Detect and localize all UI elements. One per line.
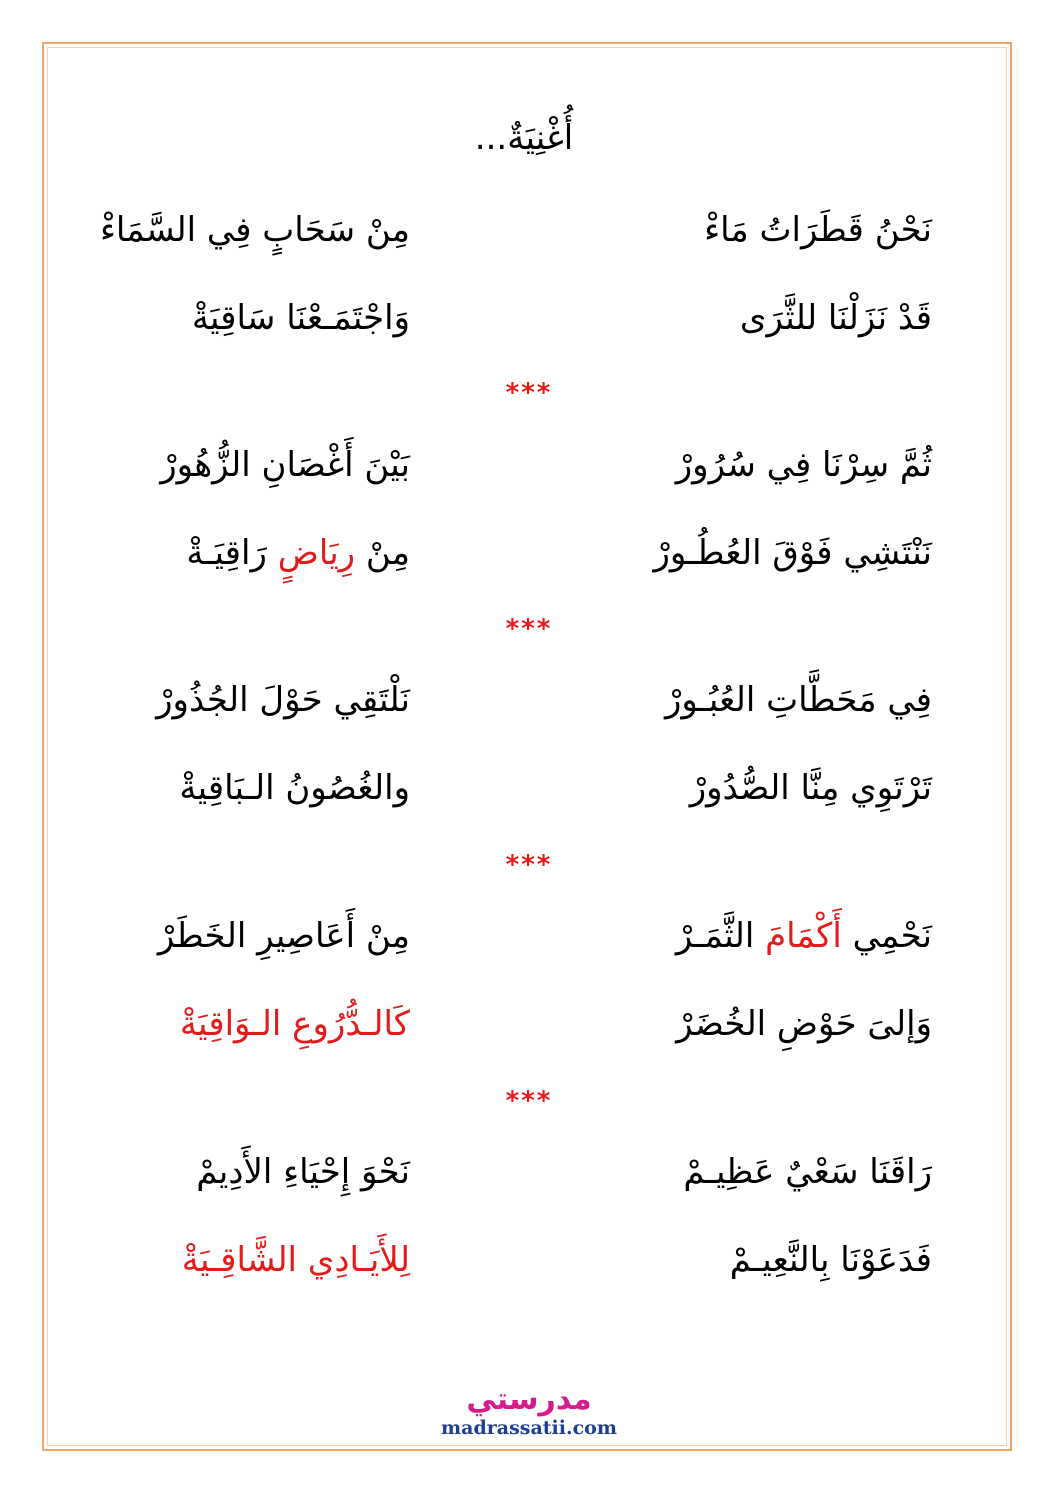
verse-5-right: فِي مَحَطَّاتِ العُبُـورْ [664,680,932,720]
verse-9-right: رَاقَنَا سَعْيٌ عَظِيـمْ [683,1152,932,1192]
site-logo [0,1382,1058,1439]
verse-9-left: نَحْوَ إِحْيَاءِ الأَدِيمْ [196,1152,410,1192]
verse-8-left-highlight: كَالـدُّرُوعِ الـوَاقِيَةْ [179,1004,410,1044]
verse-8-right: وَإلىَ حَوْضِ الخُضَرْ [676,1004,932,1044]
verse-4-left-pre: مِنْ [355,533,410,573]
verse-7-left: مِنْ أَعَاصِيرِ الخَطَرْ [157,916,410,956]
stanza-separator-3: *** [505,850,553,880]
stanza-separator-4: *** [505,1086,553,1116]
logo-arabic-text: مدرستي [466,1382,592,1417]
stanza-separator-2: *** [505,614,553,644]
verse-7-right [676,916,932,957]
verse-4-left [186,533,410,574]
verse-10-right: فَدَعَوْنَا بِالنَّعِيـمْ [729,1240,932,1280]
verse-10-left-highlight: لِلأَيَـادِي الشَّاقِـيَةْ [181,1240,410,1280]
verse-7-right-pre: نَحْمِي [841,916,932,956]
logo-url-text: madrassatii.com [441,1417,617,1439]
verse-6-right: تَرْتَوِي مِنَّا الصُّدُورْ [689,768,932,808]
page-border-inner [47,47,1007,1446]
verse-2-left: وَاجْتَمَـعْنَا سَاقِيَةْ [191,298,410,338]
verse-7-right-post: الثَّمَـرْ [675,916,766,956]
verse-4-left-post: رَاقِيَـةْ [186,533,278,573]
verse-1-left: مِنْ سَحَابٍ فِي السَّمَاءْ [99,210,410,250]
verse-7-right-highlight: أَكْمَامَ [765,916,842,956]
verse-1-right: نَحْنُ قَطَرَاتُ مَاءْ [704,210,932,250]
poem-title: أُغْنِيَةٌ... [474,118,574,158]
verse-4-left-highlight: رِيَاضٍ [277,533,356,573]
stanza-separator-1: *** [505,378,553,408]
verse-3-left: بَيْنَ أَغْصَانِ الزُّهُورْ [160,445,410,485]
verse-6-left: والغُصُونُ الـبَاقِيةْ [179,768,410,808]
verse-2-right: قَدْ نَزَلْنَا للثَّرَى [739,298,932,338]
verse-3-right: ثُمَّ سِرْنَا فِي سُرُورْ [675,445,932,485]
verse-5-left: نَلْتَقِي حَوْلَ الجُذُورْ [156,680,410,720]
verse-4-right: نَنْتَشِي فَوْقَ العُطُـورْ [653,533,932,573]
